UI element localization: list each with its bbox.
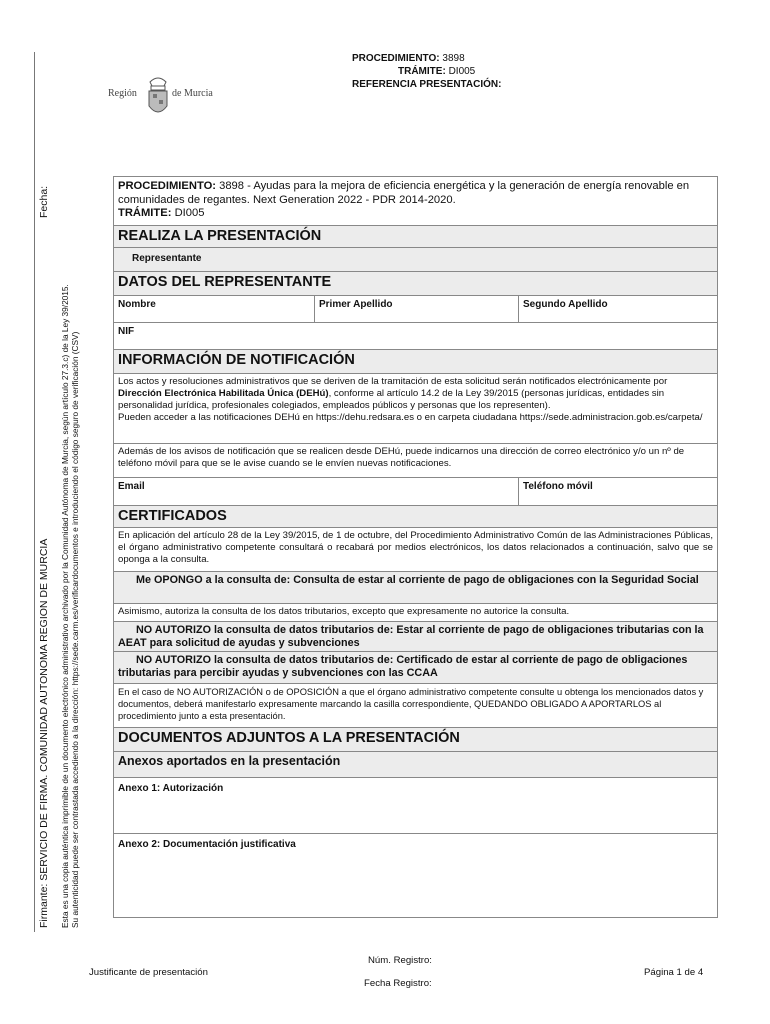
document-header xyxy=(352,52,501,91)
primer-apellido-cell xyxy=(314,296,518,322)
header-tramite-label: TRÁMITE: xyxy=(398,66,446,77)
firmante-text: Firmante: SERVICIO DE FIRMA. COMUNIDAD AUTONOMA REGION DE MURCIA xyxy=(38,538,50,928)
signature-sidebar xyxy=(0,0,100,930)
certificados-p2: Asimismo, autoriza la consulta de los datos tributarios, excepto que expresamente no autorice la consulta. xyxy=(118,606,570,617)
notificacion-p1-a: Los actos y resoluciones administrativos que se deriven de la tramitación de esta solicitud serán notificados electrónicamente por xyxy=(118,376,668,387)
datos-title: DATOS DEL REPRESENTANTE xyxy=(118,274,332,290)
intro-procedimiento-text: 3898 - Ayudas para la mejora de eficiencia energética y la generación de energía renovable en comunidades de regantes. Next Generation 2022 - PDR 2014-2020. xyxy=(118,180,690,206)
certificados-nota xyxy=(114,683,717,727)
header-referencia-label: REFERENCIA PRESENTACIÓN: xyxy=(352,79,502,90)
contacto-row xyxy=(114,477,717,505)
fecha-text: Fecha: xyxy=(38,185,50,218)
notificacion-section-title xyxy=(114,349,717,373)
logo-text-right: de Murcia xyxy=(172,88,213,99)
anexos-header xyxy=(114,751,717,777)
datos-section-title xyxy=(114,271,717,295)
coat-of-arms-icon xyxy=(146,74,170,120)
intro-section xyxy=(114,177,717,225)
header-procedimiento-label: PROCEDIMIENTO: xyxy=(352,53,440,64)
telefono-cell xyxy=(518,478,717,505)
csv-verification-text: Su autenticidad puede ser contrastada accediendo a la dirección: https://sede.carm.es/verificardocumentos e introduciendo el código seguro de verificación (CSV) xyxy=(70,331,80,928)
realiza-title: REALIZA LA PRESENTACIÓN xyxy=(118,228,322,244)
notificacion-p2: Pueden acceder a las notificaciones DEHú en https://dehu.redsara.es o en carpeta ciudadana https://sede.administracion.gob.es/carpeta/ xyxy=(118,412,703,423)
consulta-ss-text: Me OPONGO a la consulta de: Consulta de estar al corriente de pago de obligaciones con la Seguridad Social xyxy=(136,574,699,586)
anexo-2-row xyxy=(114,833,717,917)
consulta-seguridad-social xyxy=(114,571,717,603)
notificacion-title: INFORMACIÓN DE NOTIFICACIÓN xyxy=(118,352,355,368)
header-procedimiento-value: 3898 xyxy=(442,53,465,64)
sidebar-divider xyxy=(34,52,35,932)
fecha-registro: Fecha Registro: xyxy=(364,978,432,989)
nombre-label: Nombre xyxy=(118,299,156,310)
notificacion-avisos xyxy=(114,443,717,477)
certificados-intro xyxy=(114,527,717,571)
notificacion-p1-b: , conforme al artículo 14.2 de la Ley 39/2015 (personas jurídicas, entidades sin personalidad jurídica, profesionales colegiados, empleados públicos y personas que los representen). xyxy=(118,388,665,411)
notificacion-p1-bold: Dirección Electrónica Habilitada Única (DEHú) xyxy=(118,388,329,399)
notificacion-p3: Además de los avisos de notificación que se realicen desde DEHú, puede indicarnos una dirección de correo electrónico y/o un nº de teléfono móvil para que se le avise cuando se le envíen nuevas notificaciones. xyxy=(118,446,685,469)
primer-apellido-label: Primer Apellido xyxy=(319,299,393,310)
segundo-apellido-cell xyxy=(518,296,717,322)
email-label: Email xyxy=(118,481,145,492)
notificacion-info xyxy=(114,373,717,443)
logo-text-left: Región xyxy=(108,88,137,99)
nombre-row xyxy=(114,295,717,322)
intro-tramite-label: TRÁMITE: xyxy=(118,207,172,219)
documentos-title: DOCUMENTOS ADJUNTOS A LA PRESENTACIÓN xyxy=(118,730,460,746)
nif-row xyxy=(114,322,717,349)
justificante-label: Justificante de presentación xyxy=(89,967,208,978)
representante-row xyxy=(114,247,717,271)
anexo-2-label: Anexo 2: Documentación justificativa xyxy=(118,839,296,850)
nif-label: NIF xyxy=(118,326,135,337)
autoriza-row xyxy=(114,603,717,621)
certificados-p3: En el caso de NO AUTORIZACIÓN o de OPOSICIÓN a que el órgano administrativo competente consulte u obtenga los mencionados datos y documentos, deberá manifestarlo expresamente marcando la casilla correspondiente, QUEDANDO OBLIGADO A APORTARLOS al procedimiento junto a esta presentación. xyxy=(118,687,704,721)
certificados-p1: En aplicación del artículo 28 de la Ley 39/2015, de 1 de octubre, del Procedimiento Administrativo Común de las Administraciones Públicas, el órgano administrativo competente consultará o recabará por medios electrónicos, los datos relacionados a continuación, salvo que se oponga a la consulta. xyxy=(118,530,713,565)
num-registro: Núm. Registro: xyxy=(368,955,432,966)
certificados-section-title xyxy=(114,505,717,527)
realiza-section-title xyxy=(114,225,717,247)
anexo-1-label: Anexo 1: Autorización xyxy=(118,783,224,794)
certificados-title: CERTIFICADOS xyxy=(118,508,227,524)
intro-tramite-value: DI005 xyxy=(174,207,205,219)
form-box xyxy=(113,176,718,918)
no-autorizo-aeat-text: NO AUTORIZO la consulta de datos tributarios de: Estar al corriente de pago de obligaciones tributarias con la AEAT para solicitud de ayudas y subvenciones xyxy=(118,624,704,649)
telefono-label: Teléfono móvil xyxy=(523,481,593,492)
anexo-1-row xyxy=(114,777,717,833)
header-tramite-value: DI005 xyxy=(448,66,476,77)
representante-label: Representante xyxy=(132,253,202,264)
anexos-title: Anexos aportados en la presentación xyxy=(118,754,341,768)
intro-procedimiento-label: PROCEDIMIENTO: xyxy=(118,180,216,192)
page-number: Página 1 de 4 xyxy=(644,967,704,978)
no-autorizo-ccaa xyxy=(114,651,717,683)
copia-autentica-text: Esta es una copia auténtica imprimible de un documento electrónico administrativo archivado por la Comunidad Autónoma de Murcia, según artículo 27.3.c) de la Ley 39/2015. xyxy=(60,284,70,928)
no-autorizo-aeat xyxy=(114,621,717,651)
segundo-apellido-label: Segundo Apellido xyxy=(523,299,608,310)
region-murcia-logo xyxy=(108,74,228,122)
no-autorizo-ccaa-text: NO AUTORIZO la consulta de datos tributarios de: Certificado de estar al corriente de pago de obligaciones tributarias para percibir ayudas y subvenciones con las CCAA xyxy=(118,654,688,679)
documentos-section-title xyxy=(114,727,717,751)
